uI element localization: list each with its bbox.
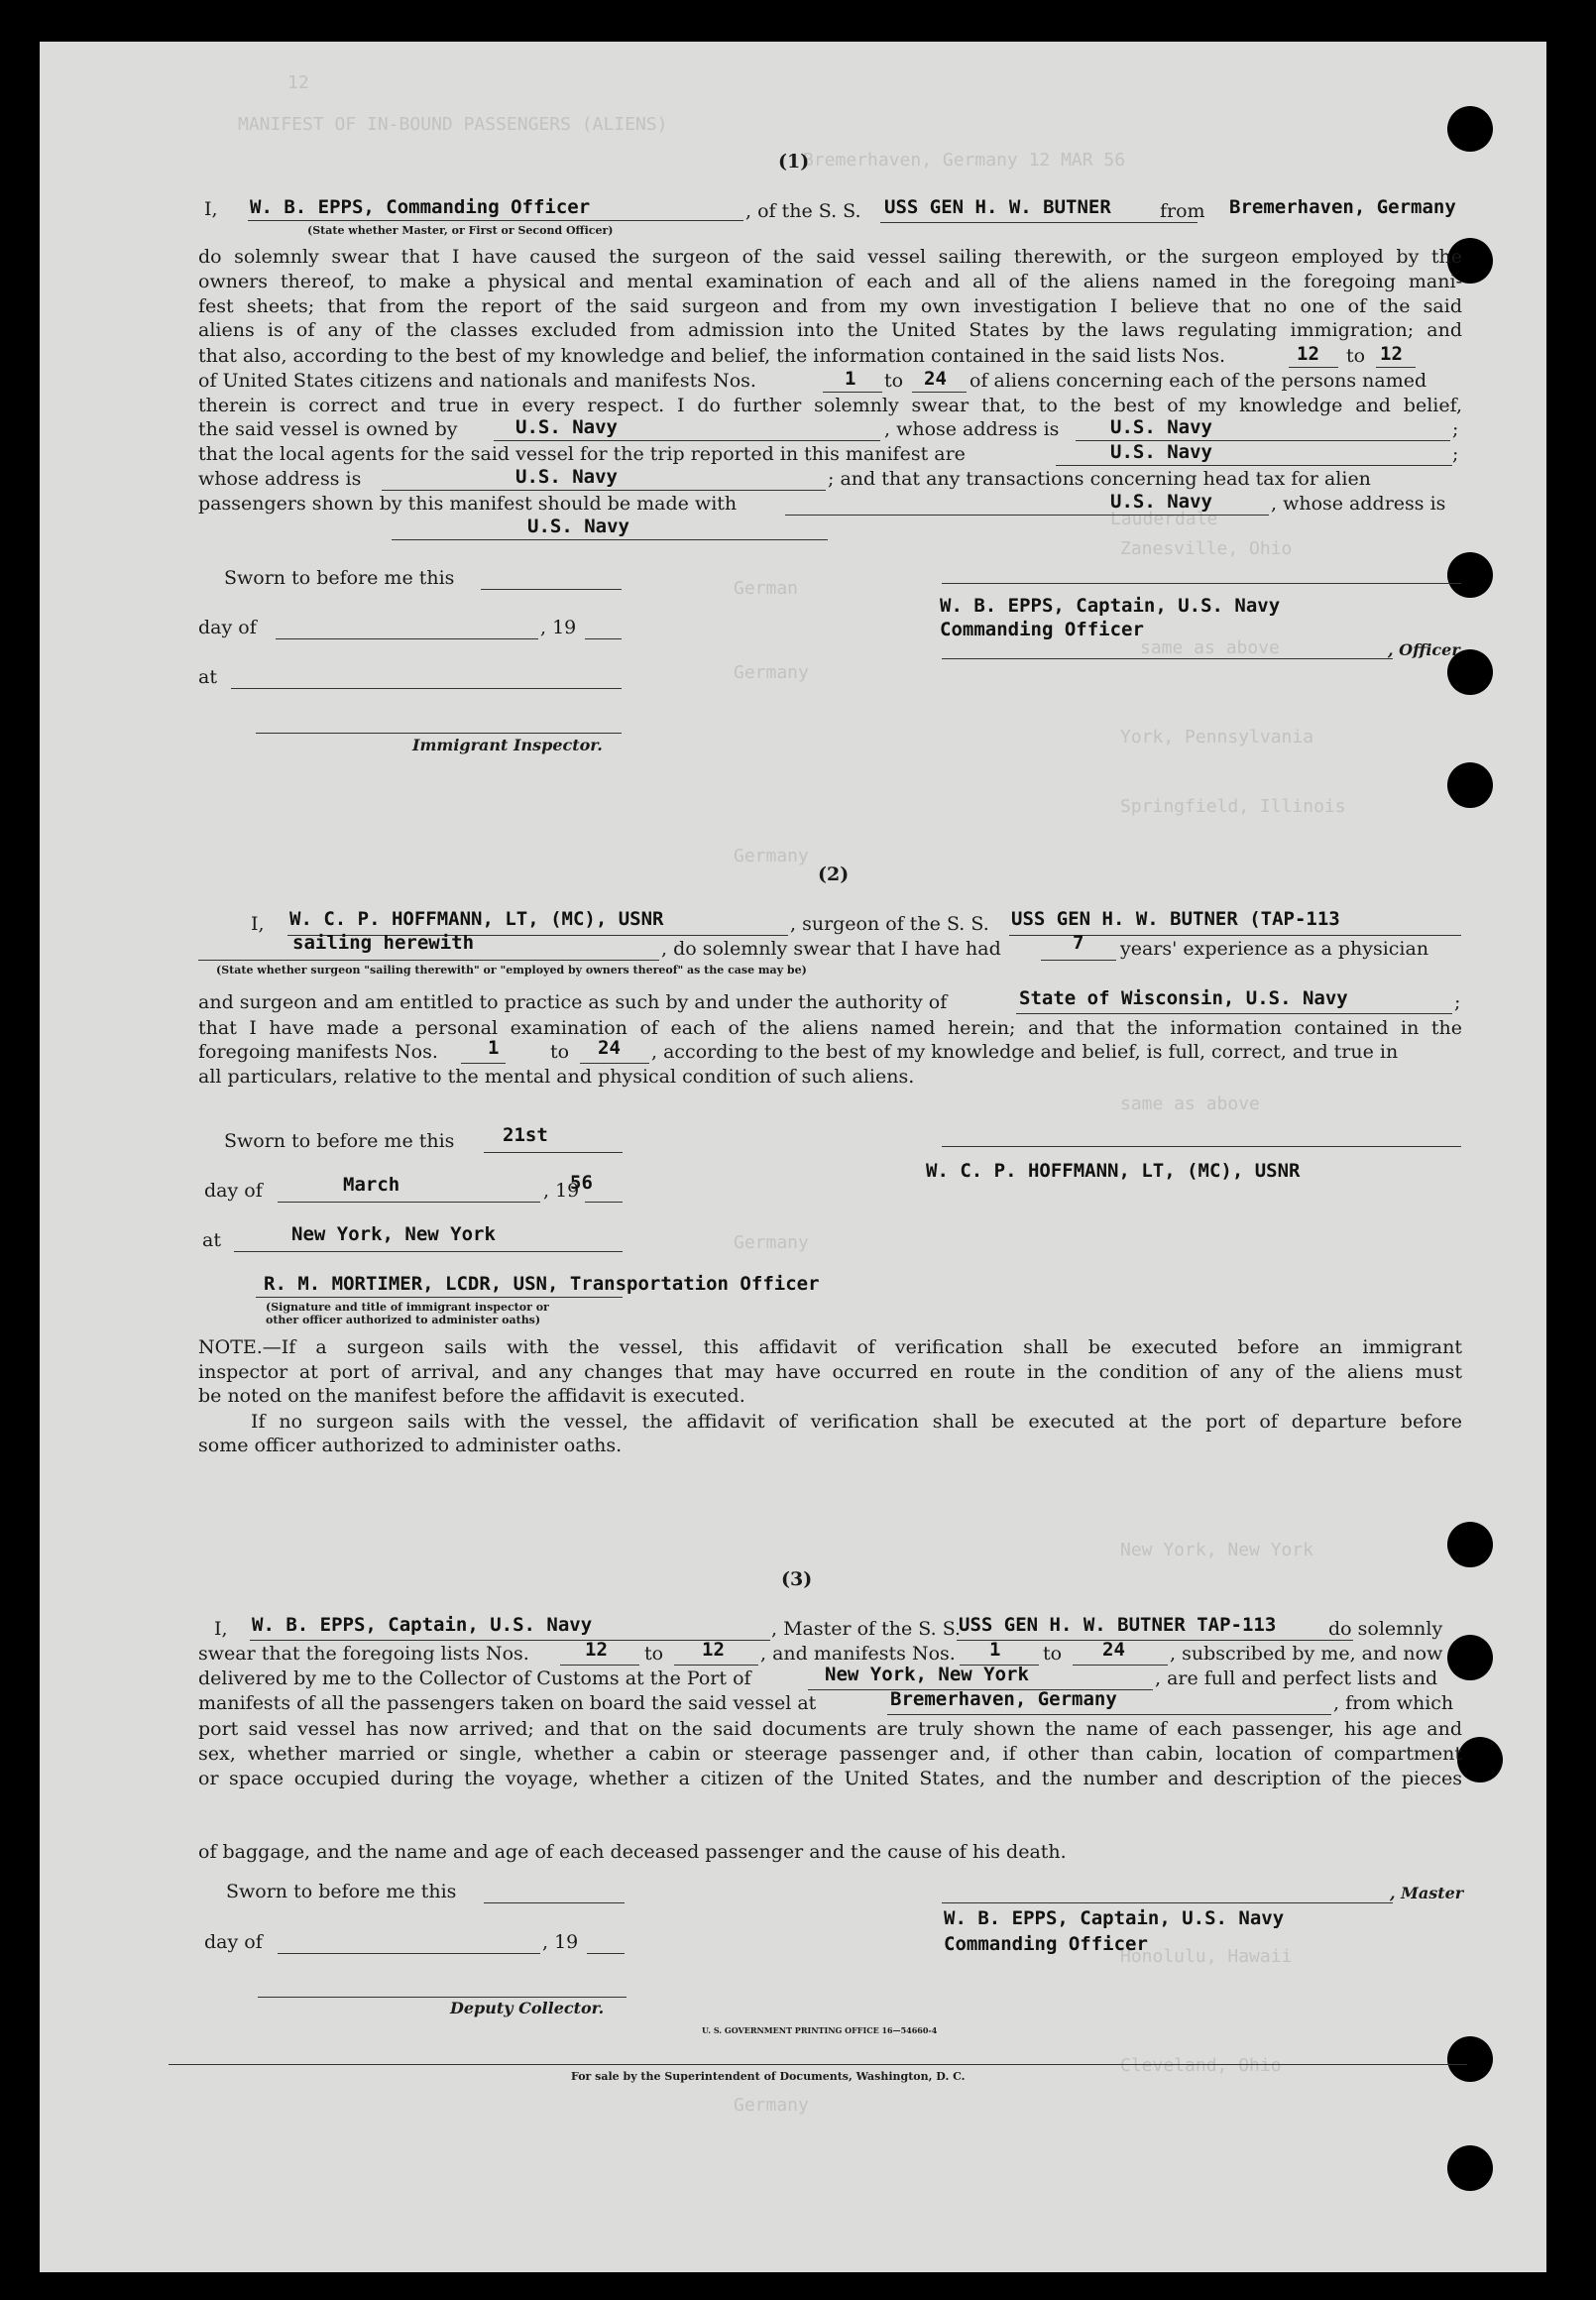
sworn-year: 56 xyxy=(570,1172,593,1194)
punch-hole-icon xyxy=(1447,2036,1493,2082)
punch-hole-icon xyxy=(1447,552,1493,598)
signature-note: other officer authorized to administer oaths) xyxy=(266,1314,541,1326)
vessel-owner: U.S. Navy xyxy=(515,416,618,438)
head-tax-with: U.S. Navy xyxy=(1110,491,1212,513)
inspector-signature: R. M. MORTIMER, LCDR, USN, Transportation Officer xyxy=(264,1273,820,1295)
punch-hole-icon xyxy=(1457,1737,1503,1782)
text-line: the said vessel is owned by xyxy=(198,418,458,440)
list-from: 12 xyxy=(1297,343,1319,365)
text-to: to xyxy=(550,1041,570,1063)
section-number: (2) xyxy=(818,863,850,885)
surgeon-signature: W. C. P. HOFFMANN, LT, (MC), USNR xyxy=(926,1160,1301,1182)
gpo-imprint: U. S. GOVERNMENT PRINTING OFFICE 16—54660-4 xyxy=(702,2025,938,2035)
note-paragraph: If no surgeon sails with the vessel, the affidavit of verification shall be executed at the port of departure before xyxy=(251,1411,1462,1433)
bleed-text: Zanesville, Ohio xyxy=(1120,538,1293,559)
text-line: , and manifests Nos. xyxy=(760,1643,956,1665)
bleed-text: Lauderdale xyxy=(1110,509,1218,529)
sworn-month: March xyxy=(343,1174,400,1196)
officer-name: W. B. EPPS, Commanding Officer xyxy=(250,196,591,218)
note-paragraph: NOTE.—If a surgeon sails with the vessel, this affidavit of verification shall be executed before an immigrant inspector at port of arrival, and any changes that may have occurred en route in the condition of any of the aliens must xyxy=(198,1336,1462,1383)
manifest-from: 1 xyxy=(989,1639,1001,1661)
bleed-text: same as above xyxy=(1120,1093,1260,1114)
text-line: do solemnly xyxy=(1328,1618,1443,1640)
punch-hole-icon xyxy=(1447,762,1493,808)
at-label: at xyxy=(202,1229,221,1251)
sailing-note: (State whether surgeon "sailing therewith" or "employed by owners thereof" as the case may be) xyxy=(216,964,807,977)
label-i: I, xyxy=(251,913,265,935)
punch-hole-icon xyxy=(1447,1522,1493,1567)
sworn-day: 21st xyxy=(503,1124,548,1146)
sworn-label: Sworn to before me this xyxy=(226,1881,457,1902)
text-line: manifests of all the passengers taken on board the said vessel at xyxy=(198,1692,817,1714)
departure-port: Bremerhaven, Germany xyxy=(1229,196,1456,218)
bleed-text: Cleveland, Ohio xyxy=(1120,2055,1282,2076)
bleed-text: York, Pennsylvania xyxy=(1120,727,1314,748)
collector-label: Deputy Collector. xyxy=(450,1999,605,2017)
label-from: from xyxy=(1160,200,1205,222)
semicolon: ; xyxy=(1454,991,1461,1013)
manifest-to: 24 xyxy=(598,1037,621,1059)
text-line: years' experience as a physician xyxy=(1120,938,1429,960)
vessel-name: USS GEN H. W. BUTNER (TAP-113 xyxy=(1011,908,1340,930)
text-line: all particulars, relative to the mental and physical condition of such aliens. xyxy=(198,1066,915,1088)
text-line: that also, according to the best of my knowledge and belief, the information contained in the said lists Nos. xyxy=(198,345,1226,367)
label-master-of: , Master of the S. S. xyxy=(771,1618,962,1640)
text-line: some officer authorized to administer oaths. xyxy=(198,1435,623,1456)
master-name: W. B. EPPS, Captain, U.S. Navy xyxy=(252,1614,593,1636)
local-agents: U.S. Navy xyxy=(1110,441,1212,463)
officer-title: Commanding Officer xyxy=(940,619,1144,640)
master-signature: W. B. EPPS, Captain, U.S. Navy xyxy=(944,1907,1285,1929)
year-label: , 19 xyxy=(540,617,577,638)
label-i: I, xyxy=(204,198,218,220)
bleed-text: Germany xyxy=(734,1232,809,1253)
owner-address: U.S. Navy xyxy=(1110,416,1212,438)
text-line: whose address is xyxy=(198,468,362,490)
bleed-page-number: 12 xyxy=(287,72,309,93)
label-surgeon-of: , surgeon of the S. S. xyxy=(790,913,989,935)
text-line: passengers shown by this manifest should be made with xyxy=(198,493,738,515)
text-to: to xyxy=(884,370,904,392)
manifest-from: 1 xyxy=(845,368,856,390)
oath-paragraph: do solemnly swear that I have caused the surgeon of the said vessel sailing therewith, or the surgeon employed by the owners thereof, to make a physical and mental examination of each and all of the aliens named in the foregoing mani- fest sheets; that from the report of the said surgeon and from my own investigation I believe that no one of the said aliens is of any of the classes excluded from admission into the United States by the laws regulating immigration; and xyxy=(198,246,1462,342)
text-to: to xyxy=(644,1643,664,1665)
bleed-text: Honolulu, Hawaii xyxy=(1120,1946,1293,1967)
master-label: , Master xyxy=(1390,1884,1464,1902)
day-of-label: day of xyxy=(204,1180,263,1202)
punch-hole-icon xyxy=(1447,2145,1493,2191)
bleed-title: MANIFEST OF IN-BOUND PASSENGERS (ALIENS) xyxy=(238,114,668,135)
text-line: of aliens concerning each of the persons named xyxy=(969,370,1427,392)
text-line: , do solemnly swear that I have had xyxy=(661,938,1001,960)
semicolon: ; xyxy=(1452,418,1459,440)
oath-paragraph: port said vessel has now arrived; and that on the said documents are truly shown the name of each passenger, his age and sex, whether married or single, whether a cabin or steerage passenger and, if other than cabin, location of compartment or space occupied during the voyage, whether a citizen of the United States, and the number and description of the pieces xyxy=(198,1718,1462,1789)
arrival-port: New York, New York xyxy=(825,1664,1029,1685)
punch-hole-icon xyxy=(1447,106,1493,152)
sworn-label: Sworn to before me this xyxy=(224,1130,455,1152)
text-line: ; and that any transactions concerning head tax for alien xyxy=(828,468,1371,490)
document-page xyxy=(40,42,1546,2272)
text-line: foregoing manifests Nos. xyxy=(198,1041,438,1063)
year-label: , 19 xyxy=(542,1931,579,1953)
manifest-to: 24 xyxy=(1102,1639,1125,1661)
inspector-label: Immigrant Inspector. xyxy=(412,736,603,754)
text-line: , subscribed by me, and now xyxy=(1170,1643,1443,1665)
text-line: , according to the best of my knowledge and belief, is full, correct, and true in xyxy=(651,1041,1399,1063)
text-line: be noted on the manifest before the affidavit is executed. xyxy=(198,1385,745,1407)
officer-note: (State whether Master, or First or Second Officer) xyxy=(307,224,614,237)
sworn-place: New York, New York xyxy=(291,1223,496,1245)
lists-from: 12 xyxy=(585,1639,608,1661)
day-of-label: day of xyxy=(198,617,257,638)
text-line: , are full and perfect lists and xyxy=(1155,1668,1438,1689)
punch-hole-icon xyxy=(1447,1635,1493,1680)
boarding-port: Bremerhaven, Germany xyxy=(890,1688,1117,1710)
oath-paragraph: therein is correct and true in every respect. I do further solemnly swear that, to the best of my knowledge and belief, xyxy=(198,395,1462,416)
head-tax-address: U.S. Navy xyxy=(527,516,629,537)
bleed-from: Bremerhaven, Germany 12 MAR 56 xyxy=(803,150,1126,171)
master-title: Commanding Officer xyxy=(944,1933,1148,1955)
oath-paragraph: that I have made a personal examination of each of the aliens named herein; and that the information contained in the xyxy=(198,1017,1462,1039)
signature-note: (Signature and title of immigrant inspector or xyxy=(266,1301,549,1314)
sailing-status: sailing herewith xyxy=(292,932,475,954)
agents-address: U.S. Navy xyxy=(515,466,618,488)
officer-signature: W. B. EPPS, Captain, U.S. Navy xyxy=(940,595,1281,617)
surgeon-name: W. C. P. HOFFMANN, LT, (MC), USNR xyxy=(289,908,664,930)
vessel-name: USS GEN H. W. BUTNER xyxy=(884,196,1111,218)
bleed-text: Germany xyxy=(734,846,809,866)
bleed-text: New York, New York xyxy=(1120,1540,1314,1560)
section-number: (1) xyxy=(778,151,810,172)
vessel-name: USS GEN H. W. BUTNER TAP-113 xyxy=(959,1614,1277,1636)
bleed-text: same as above xyxy=(1140,637,1280,658)
text-line: of baggage, and the name and age of each deceased passenger and the cause of his death. xyxy=(198,1841,1067,1863)
at-label: at xyxy=(198,666,217,688)
bleed-text: Germany xyxy=(734,2095,809,2116)
text-to: to xyxy=(1346,345,1366,367)
text-to: to xyxy=(1043,1643,1063,1665)
bleed-text: German xyxy=(734,578,799,599)
text-line: , from which xyxy=(1333,1692,1454,1714)
manifest-from: 1 xyxy=(488,1037,500,1059)
year-label: , 19 xyxy=(543,1180,580,1202)
bleed-text: Springfield, Illinois xyxy=(1120,796,1346,817)
years-experience: 7 xyxy=(1073,932,1084,954)
label-i: I, xyxy=(214,1618,228,1640)
sale-notice: For sale by the Superintendent of Documents, Washington, D. C. xyxy=(571,2070,966,2083)
text-line: , whose address is xyxy=(1271,493,1446,515)
note-label: NOTE. xyxy=(198,1336,263,1358)
text-line: of United States citizens and nationals and manifests Nos. xyxy=(198,370,756,392)
section-number: (3) xyxy=(781,1568,813,1590)
bleed-text: Germany xyxy=(734,662,809,683)
label-of-ss: , of the S. S. xyxy=(745,200,861,222)
lists-to: 12 xyxy=(702,1639,725,1661)
sworn-label: Sworn to before me this xyxy=(224,567,455,589)
semicolon: ; xyxy=(1452,443,1459,465)
list-to: 12 xyxy=(1380,343,1403,365)
practice-authority: State of Wisconsin, U.S. Navy xyxy=(1019,987,1348,1009)
text-line: delivered by me to the Collector of Customs at the Port of xyxy=(198,1668,751,1689)
officer-label: , Officer xyxy=(1388,640,1460,659)
text-line: and surgeon and am entitled to practice as such by and under the authority of xyxy=(198,991,948,1013)
day-of-label: day of xyxy=(204,1931,263,1953)
text-line: that the local agents for the said vessel for the trip reported in this manifest are xyxy=(198,443,966,465)
manifest-to: 24 xyxy=(924,368,947,390)
text-line: , whose address is xyxy=(884,418,1060,440)
text-line: swear that the foregoing lists Nos. xyxy=(198,1643,529,1665)
